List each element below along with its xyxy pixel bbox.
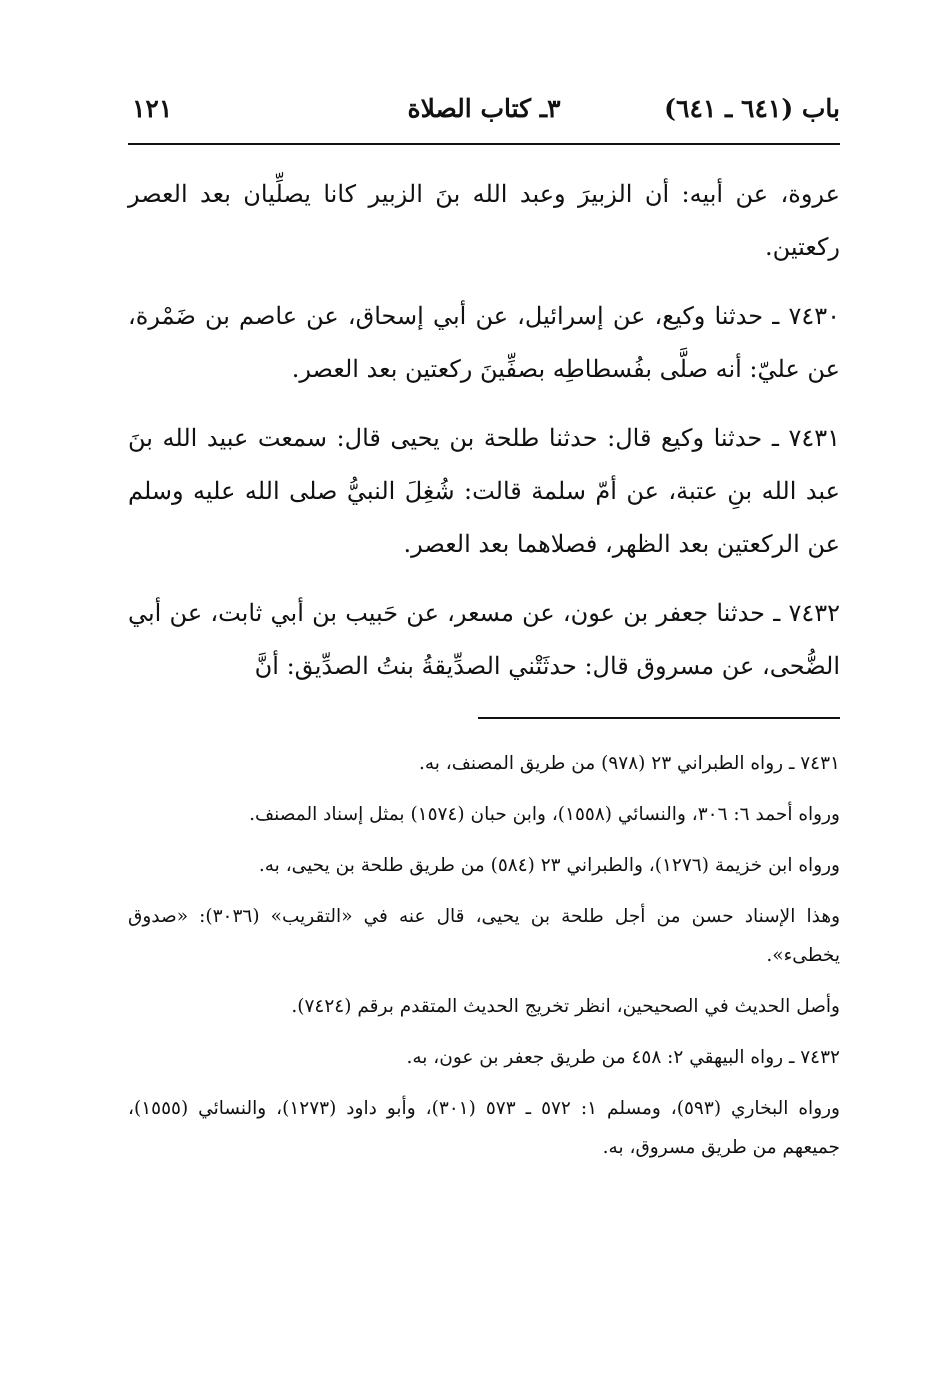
page-number: ١٢١ [132,94,173,123]
footnote-paragraph: ورواه أحمد ٦: ٣٠٦، والنسائي (١٥٥٨)، وابن حبان (١٥٧٤) بمثل إسناد المصنف. [249,804,840,825]
running-header [128,86,840,134]
header-divider [128,143,840,145]
footnote-divider [478,717,840,719]
chapter-heading: باب (٦٤١ ـ ٦٤١) [664,94,840,123]
footnote-paragraph: وأصل الحديث في الصحيحين، انظر تخريج الحديث المتقدم برقم (٧٤٢٤). [291,996,840,1017]
footnote-paragraph: ورواه البخاري (٥٩٣)، ومسلم ١: ٥٧٢ ـ ٥٧٣ (٣٠١)، وأبو داود (١٢٧٣)، والنسائي (١٥٥٥)، جميعهم من طريق مسروق، به. [128,1098,840,1158]
footnote-paragraph: وهذا الإسناد حسن من أجل طلحة بن يحيى، قال عنه في «التقريب» (٣٠٣٦): «صدوق يخطىء». [128,906,841,966]
book-title: ٣ـ كتاب الصلاة [407,94,561,123]
footnote-paragraph: ورواه ابن خزيمة (١٢٧٦)، والطبراني ٢٣ (٥٨٤) من طريق طلحة بن يحيى، به. [258,855,840,876]
footnote-7432: ٧٤٣٢ ـ رواه البيهقي ٢: ٤٥٨ من طريق جعفر بن عون، به. [406,1047,840,1068]
footnote-7431: ٧٤٣١ ـ رواه الطبراني ٢٣ (٩٧٨) من طريق المصنف، به. [418,753,840,774]
hadith-7430: ٧٤٣٠ ـ حدثنا وكيع، عن إسرائيل، عن أبي إسحاق، عن عاصم بن ضَمْرة، عن عليّ: أنه صلَّى بفُسطاطِه بصفِّينَ ركعتين بعد العصر. [128,302,840,383]
footnotes [128,744,840,1179]
text-paragraph-continuation: عروة، عن أبيه: أن الزبيرَ وعبد الله بنَ الزبير كانا يصلِّيان بعد العصر ركعتين. [128,180,840,261]
main-text [128,168,840,709]
hadith-7432: ٧٤٣٢ ـ حدثنا جعفر بن عون، عن مسعر، عن حَبيب بن أبي ثابت، عن أبي الضُّحى، عن مسروق قال: حدثَتْني الصدِّيقةُ بنتُ الصدِّيق: أنَّ [128,599,840,680]
hadith-7431: ٧٤٣١ ـ حدثنا وكيع قال: حدثنا طلحة بن يحيى قال: سمعت عبيد الله بنَ عبد الله بنِ عتبة، عن أمّ سلمة قالت: شُغِلَ النبيُّ صلى الله عليه وسلم عن الركعتين بعد الظهر، فصلاهما بعد العصر. [128,424,840,558]
